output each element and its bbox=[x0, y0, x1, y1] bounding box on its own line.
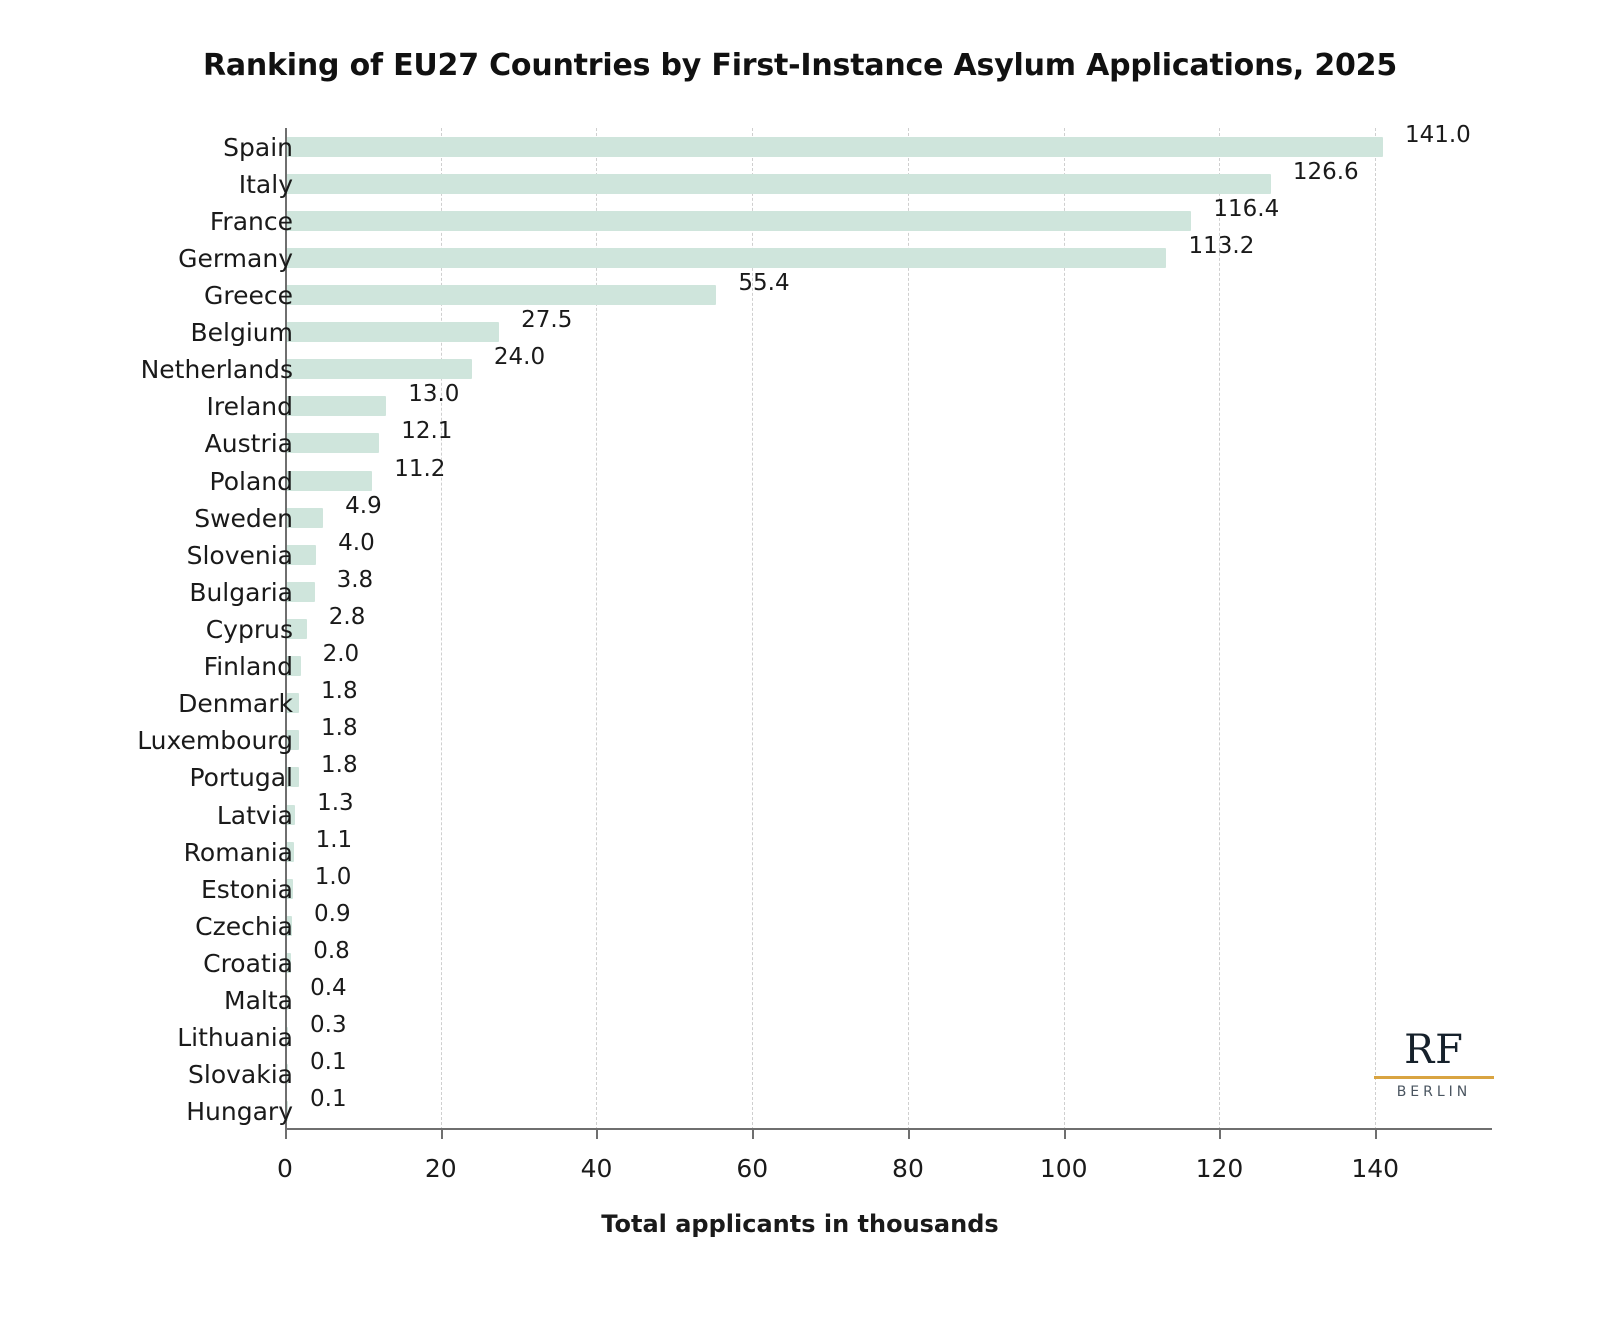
category-label-luxembourg: Luxembourg bbox=[137, 726, 293, 756]
category-label-bulgaria: Bulgaria bbox=[189, 577, 293, 607]
bar-value-label: 2.8 bbox=[328, 604, 366, 630]
category-label-netherlands: Netherlands bbox=[140, 355, 293, 385]
x-tick-mark-80 bbox=[908, 1130, 910, 1139]
rf-berlin-logo bbox=[1374, 1027, 1494, 1100]
bar bbox=[285, 137, 1383, 157]
category-label-spain: Spain bbox=[223, 132, 293, 162]
x-tick-label-80: 80 bbox=[892, 1154, 924, 1183]
bar bbox=[285, 396, 386, 416]
bar-value-label: 11.2 bbox=[394, 455, 446, 482]
category-label-estonia: Estonia bbox=[200, 874, 293, 904]
x-tick-mark-100 bbox=[1064, 1130, 1066, 1139]
x-tick-label-40: 40 bbox=[580, 1154, 613, 1183]
bar-value-label: 141.0 bbox=[1404, 121, 1471, 148]
bar-value-label: 24.0 bbox=[493, 344, 546, 371]
bar-value-label: 4.0 bbox=[338, 529, 375, 556]
category-label-latvia: Latvia bbox=[216, 800, 293, 830]
category-label-lithuania: Lithuania bbox=[177, 1023, 293, 1053]
bar-value-label: 55.4 bbox=[738, 270, 790, 296]
bar-value-label: 0.3 bbox=[310, 1012, 347, 1039]
category-label-czechia: Czechia bbox=[195, 911, 293, 941]
category-label-france: France bbox=[209, 206, 293, 236]
x-tick-label-0: 0 bbox=[277, 1154, 293, 1183]
category-label-malta: Malta bbox=[224, 986, 293, 1016]
category-label-greece: Greece bbox=[204, 281, 293, 310]
bar-value-label: 4.9 bbox=[345, 492, 382, 519]
category-label-belgium: Belgium bbox=[190, 318, 293, 348]
bar-value-label: 13.0 bbox=[408, 381, 460, 408]
bar-value-label: 2.0 bbox=[322, 641, 360, 668]
plot-area bbox=[285, 121, 1492, 1130]
bar-value-label: 1.8 bbox=[321, 715, 358, 742]
x-tick-label-60: 60 bbox=[736, 1154, 769, 1183]
category-label-germany: Germany bbox=[178, 243, 293, 273]
x-tick-mark-40 bbox=[596, 1130, 598, 1139]
bar bbox=[285, 471, 372, 491]
bar-value-label: 0.8 bbox=[313, 938, 350, 964]
category-label-slovenia: Slovenia bbox=[186, 540, 293, 570]
bar bbox=[285, 174, 1271, 194]
bar bbox=[285, 322, 499, 342]
category-label-portugal: Portugal bbox=[189, 763, 293, 793]
category-label-cyprus: Cyprus bbox=[205, 615, 293, 644]
category-label-croatia: Croatia bbox=[203, 949, 293, 978]
chart-title: Ranking of EU27 Countries by First-Instance Asylum Applications, 2025 bbox=[202, 48, 1398, 83]
category-label-finland: Finland bbox=[203, 652, 293, 682]
bar bbox=[285, 285, 716, 305]
logo-subtitle: BERLIN bbox=[1396, 1084, 1472, 1100]
bar-value-label: 1.0 bbox=[314, 863, 352, 890]
category-label-romania: Romania bbox=[183, 837, 293, 867]
bar-value-label: 1.8 bbox=[321, 752, 358, 779]
bar-value-label: 0.9 bbox=[314, 900, 351, 927]
category-label-slovakia: Slovakia bbox=[188, 1060, 293, 1090]
category-label-italy: Italy bbox=[238, 169, 293, 199]
x-tick-label-100: 100 bbox=[1039, 1154, 1088, 1183]
bar-value-label: 1.8 bbox=[321, 678, 358, 705]
bar-value-label: 3.8 bbox=[336, 566, 374, 593]
category-label-denmark: Denmark bbox=[178, 689, 293, 719]
x-tick-mark-60 bbox=[752, 1130, 754, 1139]
bar-value-label: 27.5 bbox=[521, 307, 573, 334]
x-tick-label-120: 120 bbox=[1195, 1154, 1244, 1183]
x-tick-mark-140 bbox=[1375, 1130, 1377, 1139]
bar-value-label: 1.1 bbox=[315, 826, 353, 853]
x-axis-line bbox=[285, 1128, 1492, 1130]
bar-value-label: 126.6 bbox=[1292, 158, 1359, 185]
bar-value-label: 116.4 bbox=[1213, 195, 1280, 222]
bar bbox=[285, 248, 1166, 268]
bar-value-label: 1.3 bbox=[317, 789, 354, 816]
bar bbox=[285, 433, 379, 453]
logo-mark-text: RF bbox=[1404, 1027, 1464, 1073]
bar-value-label: 0.1 bbox=[310, 1049, 347, 1076]
x-tick-label-20: 20 bbox=[424, 1154, 457, 1183]
bar bbox=[285, 211, 1191, 231]
bar-value-label: 12.1 bbox=[401, 418, 453, 445]
bar bbox=[285, 359, 472, 379]
category-label-ireland: Ireland bbox=[206, 392, 293, 422]
bar-rows bbox=[285, 121, 1492, 1130]
category-label-sweden: Sweden bbox=[194, 503, 293, 533]
bar-value-label: 113.2 bbox=[1188, 232, 1255, 259]
bar-value-label: 0.1 bbox=[310, 1086, 347, 1113]
x-tick-label-140: 140 bbox=[1351, 1154, 1400, 1183]
x-tick-mark-120 bbox=[1219, 1130, 1221, 1139]
bar-value-label: 0.4 bbox=[310, 975, 347, 1002]
category-label-poland: Poland bbox=[209, 466, 293, 496]
category-label-hungary: Hungary bbox=[186, 1097, 293, 1127]
x-tick-mark-0 bbox=[285, 1130, 287, 1139]
category-label-austria: Austria bbox=[204, 429, 293, 459]
logo-divider bbox=[1374, 1076, 1494, 1079]
x-axis-label: Total applicants in thousands bbox=[601, 1210, 999, 1238]
x-tick-mark-20 bbox=[441, 1130, 443, 1139]
